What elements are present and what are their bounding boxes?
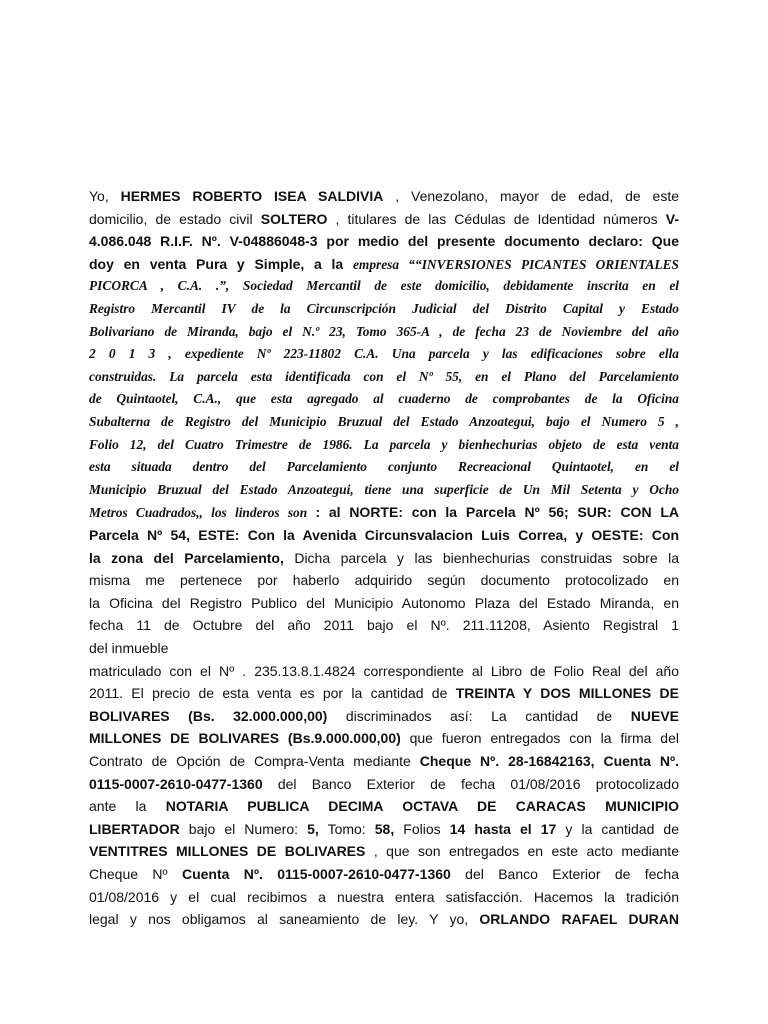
document-line <box>89 253 679 275</box>
document-line <box>89 366 679 388</box>
text-segment: del inmueble <box>89 640 169 656</box>
text-segment: Folios <box>394 820 450 837</box>
document-line <box>89 750 679 772</box>
document-line <box>89 321 679 343</box>
text-segment: 14 hasta el 17 <box>449 820 557 837</box>
document-line <box>89 886 679 908</box>
document-line <box>89 185 679 207</box>
text-segment: discriminados así: La cantidad de <box>327 707 631 724</box>
text-segment: 2 0 1 3 , expediente Nº 223-11802 C.A. Una parcela y las edificaciones sobre ella <box>89 346 679 362</box>
text-segment: Contrato de Opción de Compra-Venta mediante <box>89 753 420 769</box>
text-segment: la zona del Parcelamiento, <box>89 549 284 566</box>
text-segment: 58, <box>374 820 395 837</box>
text-segment: BOLIVARES (Bs. 32.000.000,00) <box>89 707 328 724</box>
text-segment: matriculado con el Nº . 235.13.8.1.4824 correspondiente al Libro de Folio Real del año <box>89 662 679 679</box>
text-segment: 2011. El precio de esta venta es por la cantidad de <box>89 685 456 702</box>
text-segment: misma me pertenece por haberlo adquirido según documento protocolizado en <box>89 572 679 589</box>
text-segment: doy en venta Pura y Simple, a la <box>89 255 353 272</box>
document-line <box>89 434 679 456</box>
text-segment: fecha 11 de Octubre del año 2011 bajo el Nº. 211.11208, Asiento Registral 1 <box>89 617 679 634</box>
text-segment: ““INVERSIONES PICANTES ORIENTALES <box>408 256 679 272</box>
text-segment: , que son entregados en este acto mediante <box>365 843 679 860</box>
text-segment: SOLTERO <box>260 210 328 227</box>
document-line <box>89 637 679 659</box>
text-segment: 5, <box>307 820 319 837</box>
document-line <box>89 343 679 365</box>
document-line <box>89 388 679 410</box>
text-segment: Folio 12, del Cuatro Trimestre de 1986. La parcela y bienhechurias objeto de esta venta <box>89 436 679 452</box>
text-segment: Parcela Nº 54, ESTE: Con la Avenida Circunsvalacion Luis Correa, y OESTE: Con <box>89 527 679 543</box>
document-line <box>89 863 679 885</box>
text-segment: TREINTA Y DOS MILLONES DE <box>455 685 679 702</box>
document-line <box>89 660 679 682</box>
text-segment: del Banco Exterior de fecha <box>450 866 679 882</box>
text-segment: 01/08/2016 y el cual recibimos a nuestra entera satisfacción. Hacemos la tradición <box>89 888 679 905</box>
document-line <box>89 727 679 749</box>
document-line <box>89 705 679 727</box>
text-segment: : al NORTE: con la Parcela Nº 56; SUR: CON LA <box>315 504 679 521</box>
text-segment: que fueron entregados con la firma del <box>400 730 679 747</box>
text-segment: la Oficina del Registro Publico del Municipio Autonomo Plaza del Estado Miranda, en <box>89 594 679 611</box>
text-segment: Cheque Nº. 28-16842163, Cuenta Nº. <box>419 753 679 769</box>
document-line <box>89 524 679 546</box>
text-segment: Yo, <box>89 188 121 204</box>
document-line <box>89 547 679 569</box>
document-line <box>89 773 679 795</box>
text-segment: V- <box>665 210 679 227</box>
document-line <box>89 840 679 862</box>
text-segment: Subalterna de Registro del Municipio Bruzual del Estado Anzoategui, bajo el Numero 5 , <box>89 414 679 429</box>
document-line <box>89 592 679 614</box>
text-segment: HERMES ROBERTO ISEA SALDIVIA <box>120 188 384 204</box>
text-segment: empresa <box>352 256 409 272</box>
document-line <box>89 479 679 501</box>
document-line <box>89 275 679 297</box>
text-segment: Cheque Nº <box>89 866 182 882</box>
text-segment: esta situada dentro del Parcelamiento conjunto Recreacional Quintaotel, en el <box>89 459 679 475</box>
text-segment: bajo el Numero: <box>179 820 308 837</box>
document-line <box>89 298 679 320</box>
text-segment: y la cantidad de <box>556 820 680 837</box>
text-segment: ORLANDO RAFAEL DURAN <box>479 911 680 928</box>
text-segment: construidas. La parcela esta identificada con el Nº 55, en el Plano del Parcelamiento <box>89 368 679 384</box>
text-segment: Tomo: <box>318 820 375 837</box>
text-segment: de Quintaotel, C.A., que esta agregado al cuaderno de comprobantes de la Oficina <box>89 391 679 407</box>
text-segment: , titulares de las Cédulas de Identidad números <box>327 210 666 227</box>
text-segment: PICORCA , C.A. .”, Sociedad Mercantil de este domicilio, debidamente inscrita en el <box>89 278 679 294</box>
text-segment: domicilio, de estado civil <box>89 210 261 227</box>
document-line <box>89 795 679 817</box>
text-segment: Bolivariano de Miranda, bajo el N.º 23, Tomo 365-A , de fecha 23 de Noviembre del año <box>89 323 679 339</box>
document-line <box>89 456 679 478</box>
document-line <box>89 208 679 230</box>
text-segment: MILLONES DE BOLIVARES (Bs.9.000.000,00) <box>89 730 401 747</box>
document-line <box>89 818 679 840</box>
text-segment: LIBERTADOR <box>89 820 180 837</box>
document-line <box>89 569 679 591</box>
document-line <box>89 908 679 930</box>
document-line <box>89 230 679 252</box>
text-segment: , Venezolano, mayor de edad, de este <box>383 188 679 204</box>
text-segment: ante la <box>89 798 166 815</box>
text-segment: 4.086.048 R.I.F. Nº. V-04886048-3 por medio del presente documento declaro: Que <box>89 233 679 250</box>
text-segment: legal y nos obligamos al saneamiento de ley. Y yo, <box>89 911 480 928</box>
text-segment: Metros Cuadrados,, los linderos son <box>89 505 316 521</box>
text-segment: 0115-0007-2610-0477-1360 <box>89 775 263 792</box>
text-segment: NUEVE <box>630 707 679 724</box>
text-segment: Cuenta Nº. 0115-0007-2610-0477-1360 <box>181 866 451 882</box>
document-line <box>89 682 679 704</box>
text-segment: NOTARIA PUBLICA DECIMA OCTAVA DE CARACAS MUNICIPIO <box>165 798 679 815</box>
text-segment: Dicha parcela y las bienhechurias construidas sobre la <box>283 549 679 566</box>
text-segment: VENTITRES MILLONES DE BOLIVARES <box>89 843 366 860</box>
document-line <box>89 614 679 636</box>
text-segment: Registro Mercantil IV de la Circunscripción Judicial del Distrito Capital y Estado <box>89 301 679 316</box>
text-segment: del Banco Exterior de fecha 01/08/2016 protocolizado <box>262 775 679 792</box>
document-line <box>89 501 679 523</box>
text-segment: Municipio Bruzual del Estado Anzoategui, tiene una superficie de Un Mil Setenta y Ocho <box>89 481 679 497</box>
document-line <box>89 411 679 433</box>
